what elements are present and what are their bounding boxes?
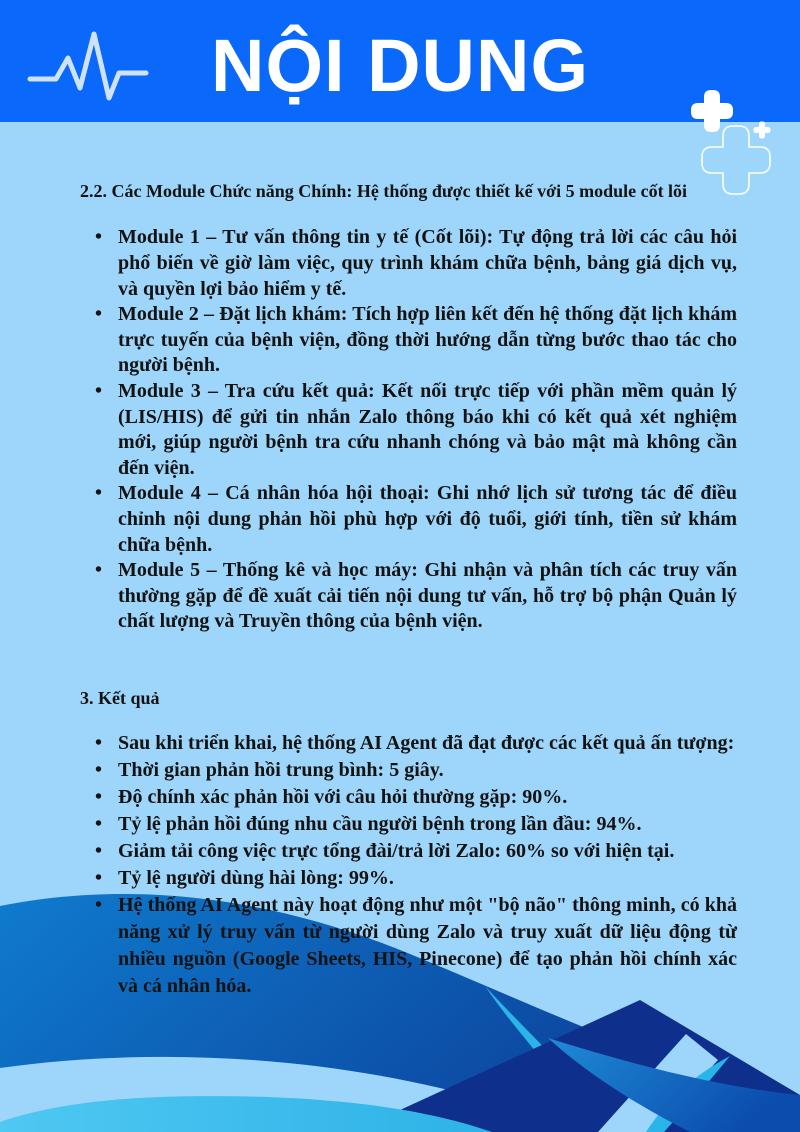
list-item: • Hệ thống AI Agent này hoạt động như một "bộ não" thông minh, có khả năng xử lý truy vấn từ người dùng Zalo và truy xuất dữ liệu động từ nhiều nguồn (Google Sheets, HIS, Pinecone) để tạo phản hồi chính xác và cá nhân hóa.	[80, 892, 737, 1000]
modules-list	[80, 225, 737, 635]
results-list	[80, 730, 737, 1000]
list-item: • Sau khi triển khai, hệ thống AI Agent đã đạt được các kết quả ấn tượng:	[80, 730, 737, 757]
slide-content	[0, 122, 800, 1000]
list-item: • Độ chính xác phản hồi với câu hỏi thường gặp: 90%.	[80, 784, 737, 811]
list-item: • Giảm tải công việc trực tổng đài/trả lời Zalo: 60% so với hiện tại.	[80, 838, 737, 865]
list-item: • Module 2 – Đặt lịch khám: Tích hợp liên kết đến hệ thống đặt lịch khám trực tuyến của bệnh viện, đồng thời hướng dẫn từng bước thao tác cho người bệnh.	[80, 302, 737, 379]
list-item: • Tỷ lệ phản hồi đúng nhu cầu người bệnh trong lần đầu: 94%.	[80, 811, 737, 838]
list-item: • Tỷ lệ người dùng hài lòng: 99%.	[80, 865, 737, 892]
page-header	[0, 0, 800, 122]
list-item: • Thời gian phản hồi trung bình: 5 giây.	[80, 757, 737, 784]
heartbeat-icon	[26, 26, 152, 108]
page-title: NỘI DUNG	[211, 23, 589, 107]
list-item: • Module 4 – Cá nhân hóa hội thoại: Ghi nhớ lịch sử tương tác để điều chỉnh nội dung phản hồi phù hợp với độ tuổi, giới tính, tiền sử khám chữa bệnh.	[80, 481, 737, 558]
medical-cross-small-icon	[753, 121, 771, 139]
results-section-heading: 3. Kết quả	[80, 687, 160, 708]
list-item: • Module 5 – Thống kê và học máy: Ghi nhận và phân tích các truy vấn thường gặp để đề xuất cải tiến nội dung tư vấn, hỗ trợ bộ phận Quản lý chất lượng và Truyền thông của bệnh viện.	[80, 558, 737, 635]
list-item: • Module 1 – Tư vấn thông tin y tế (Cốt lõi): Tự động trả lời các câu hỏi phổ biến về giờ làm việc, quy trình khám chữa bệnh, bảng giá dịch vụ, và quyền lợi bảo hiểm y tế.	[80, 225, 737, 302]
list-item: • Module 3 – Tra cứu kết quả: Kết nối trực tiếp với phần mềm quản lý (LIS/HIS) để gửi tin nhắn Zalo thông báo khi có kết quả xét nghiệm mới, giúp người bệnh tra cứu nhanh chóng và bảo mật mà không cần đến viện.	[80, 379, 737, 481]
modules-section-heading: 2.2. Các Module Chức năng Chính: Hệ thống được thiết kế với 5 module cốt lõi	[80, 181, 688, 201]
